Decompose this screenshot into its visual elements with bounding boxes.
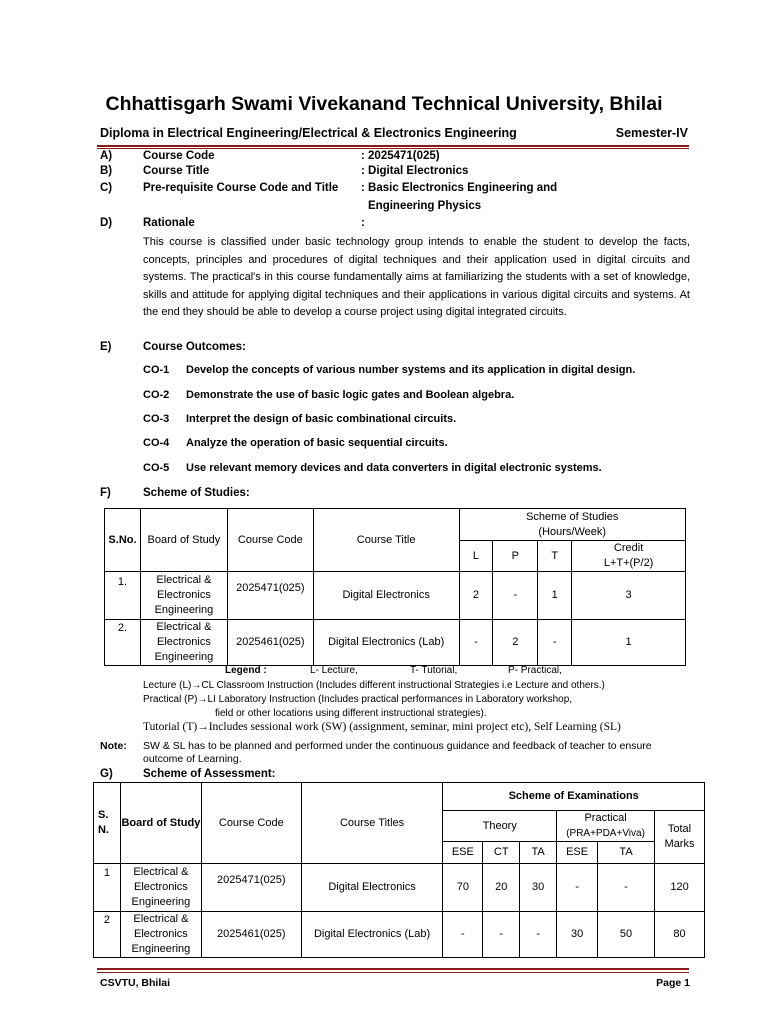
header-l: L (459, 541, 493, 572)
header-rule (97, 145, 689, 147)
rationale-label: Rationale (143, 217, 195, 229)
header-ta: TA (520, 842, 557, 864)
university-title: Chhattisgarh Swami Vivekanand Technical University, Bhilai (105, 93, 663, 115)
header-board: Board of Study (120, 783, 201, 864)
note-text-2: outcome of Learning. (143, 753, 242, 765)
legend-tutorial-desc: Tutorial (T)→Includes sessional work (SW) (assignment, seminar, mini project etc), Self Learning (SL) (143, 721, 621, 733)
note-text: SW & SL has to be planned and performed under the continuous guidance and feedback of teacher to ensure (143, 740, 652, 752)
outcome-id: CO-4 (143, 437, 170, 449)
header-code: Course Code (201, 783, 301, 864)
outcome-item (143, 413, 456, 425)
course-title-value: : Digital Electronics (361, 165, 469, 177)
table-row (105, 620, 686, 666)
table-row (94, 912, 705, 958)
cell-practical-ese: 30 (557, 912, 598, 958)
studies-table (104, 508, 686, 666)
outcome-id: CO-1 (143, 364, 170, 376)
header-practical (557, 811, 655, 842)
header-sno: S.No. (105, 509, 141, 572)
header-ese: ESE (443, 842, 483, 864)
outcome-item (143, 462, 602, 474)
header-theory: Theory (443, 811, 557, 842)
header-practical-sub: (PRA+PDA+Viva) (566, 828, 645, 839)
course-code-label: Course Code (143, 150, 215, 162)
cell-ct: - (483, 912, 520, 958)
rationale-paragraph: This course is classified under basic technology group intends to enable the student to develop the facts, concepts, principles and procedures of digital techniques and their application used in digital circuits and systems. The practical's in this course fundamentally aims at familiarizing the students with a set of knowledge, skills and attitude for applying digital techniques and their applications in various digital circuits and systems. At the end they should be able to develop a course project using digital integrated circuits. (143, 236, 690, 319)
item-g-letter: G) (100, 768, 113, 780)
footer-left: CSVTU, Bhilai (100, 977, 171, 989)
outcome-item (143, 389, 514, 401)
prerequisite-value: : Basic Electronics Engineering and (361, 182, 558, 194)
cell-ese: - (443, 912, 483, 958)
outcome-text: Demonstrate the use of basic logic gates and Boolean algebra. (186, 389, 515, 401)
course-code-value: : 2025471(025) (361, 150, 440, 162)
header-titles: Course Titles (301, 783, 443, 864)
legend-practical-desc-2: field or other locations using different instructional strategies). (215, 708, 487, 719)
header-ct: CT (483, 842, 520, 864)
program-title: Diploma in Electrical Engineering/Electrical & Electronics Engineering (100, 126, 517, 140)
outcome-text: Interpret the design of basic combinational circuits. (186, 413, 457, 425)
cell-board: Electrical & Electronics Engineering (120, 912, 201, 958)
outcome-text: Analyze the operation of basic sequential circuits. (186, 437, 448, 449)
note-label: Note: (100, 740, 127, 752)
header-rule-thin (97, 148, 689, 149)
cell-title: Digital Electronics (301, 864, 443, 912)
cell-sno: 1. (105, 572, 141, 620)
cell-title: Digital Electronics (313, 572, 459, 620)
cell-credit: 1 (572, 620, 686, 666)
cell-ct: 20 (483, 864, 520, 912)
outcome-id: CO-5 (143, 462, 170, 474)
cell-practical-ta: - (598, 864, 655, 912)
outcome-item (143, 437, 448, 449)
header-p: P (493, 541, 538, 572)
item-f-letter: F) (100, 487, 111, 499)
cell-sno: 1 (94, 864, 121, 912)
cell-credit: 3 (572, 572, 686, 620)
page-number: Page 1 (656, 977, 690, 989)
header-scheme (459, 509, 686, 541)
header-code: Course Code (227, 509, 313, 572)
legend-practical-desc: Practical (P)→LI Laboratory Instruction (Includes practical performances in Laboratory workshop, (143, 694, 573, 705)
cell-title: Digital Electronics (Lab) (301, 912, 443, 958)
header-credit-sub: L+T+(P/2) (603, 557, 654, 569)
assessment-label: Scheme of Assessment: (143, 768, 276, 780)
cell-ta: 30 (520, 864, 557, 912)
header-practical-ese: ESE (557, 842, 598, 864)
cell-practical-ese: - (557, 864, 598, 912)
cell-total: 120 (655, 864, 705, 912)
legend-practical: P- Practical, (508, 665, 562, 676)
outcome-text: Develop the concepts of various number systems and its application in digital design. (186, 364, 636, 376)
cell-ese: 70 (443, 864, 483, 912)
header-scheme-sub: (Hours/Week) (538, 525, 607, 538)
item-b-letter: B) (100, 165, 113, 177)
cell-title: Digital Electronics (Lab) (313, 620, 459, 666)
legend-label: Legend : (225, 665, 267, 676)
outcome-text: Use relevant memory devices and data converters in digital electronic systems. (186, 462, 602, 474)
semester-label: Semester-IV (615, 126, 688, 140)
cell-code: 2025461(025) (227, 620, 313, 666)
cell-code: 2025471(025) (227, 572, 313, 620)
cell-board: Electrical & Electronics Engineering (140, 620, 227, 666)
header-title: Course Title (313, 509, 459, 572)
cell-t: 1 (538, 572, 572, 620)
legend-tutorial: T- Tutorial, (410, 665, 458, 676)
cell-t: - (538, 620, 572, 666)
cell-l: - (459, 620, 493, 666)
outcomes-label: Course Outcomes: (143, 341, 246, 353)
header-t: T (538, 541, 572, 572)
cell-code: 2025461(025) (201, 912, 301, 958)
item-c-letter: C) (100, 182, 113, 194)
prerequisite-value-2: Engineering Physics (368, 200, 482, 212)
cell-board: Electrical & Electronics Engineering (120, 864, 201, 912)
table-row (105, 572, 686, 620)
cell-code: 2025471(025) (201, 864, 301, 912)
cell-board: Electrical & Electronics Engineering (140, 572, 227, 620)
header-scheme-text: Scheme of Studies (526, 510, 619, 523)
cell-practical-ta: 50 (598, 912, 655, 958)
cell-p: - (493, 572, 538, 620)
footer-rule (97, 968, 689, 970)
header-board: Board of Study (140, 509, 227, 572)
item-d-letter: D) (100, 217, 113, 229)
item-a-letter: A) (100, 150, 113, 162)
cell-total: 80 (655, 912, 705, 958)
cell-l: 2 (459, 572, 493, 620)
header-total: Total Marks (655, 811, 705, 864)
outcome-id: CO-3 (143, 413, 170, 425)
studies-label: Scheme of Studies: (143, 487, 250, 499)
header-exams: Scheme of Examinations (443, 783, 705, 811)
header-credit-text: Credit (613, 542, 644, 554)
table-row (94, 864, 705, 912)
course-title-label: Course Title (143, 165, 210, 177)
footer-rule-thin (97, 972, 689, 973)
header-sno: S. N. (94, 783, 121, 864)
cell-sno: 2. (105, 620, 141, 666)
outcome-item (143, 364, 635, 376)
cell-sno: 2 (94, 912, 121, 958)
rationale-colon: : (361, 217, 365, 229)
assessment-table (93, 782, 705, 958)
header-practical-text: Practical (584, 812, 627, 824)
outcome-id: CO-2 (143, 389, 170, 401)
item-e-letter: E) (100, 341, 112, 353)
header-practical-ta: TA (598, 842, 655, 864)
cell-p: 2 (493, 620, 538, 666)
legend-lecture-desc: Lecture (L)→CL Classroom Instruction (Includes different instructional Strategies i.e Lecture and others.) (143, 680, 605, 691)
header-credit (572, 541, 686, 572)
prerequisite-label: Pre-requisite Course Code and Title (143, 182, 339, 194)
legend-lecture: L- Lecture, (310, 665, 358, 676)
cell-ta: - (520, 912, 557, 958)
